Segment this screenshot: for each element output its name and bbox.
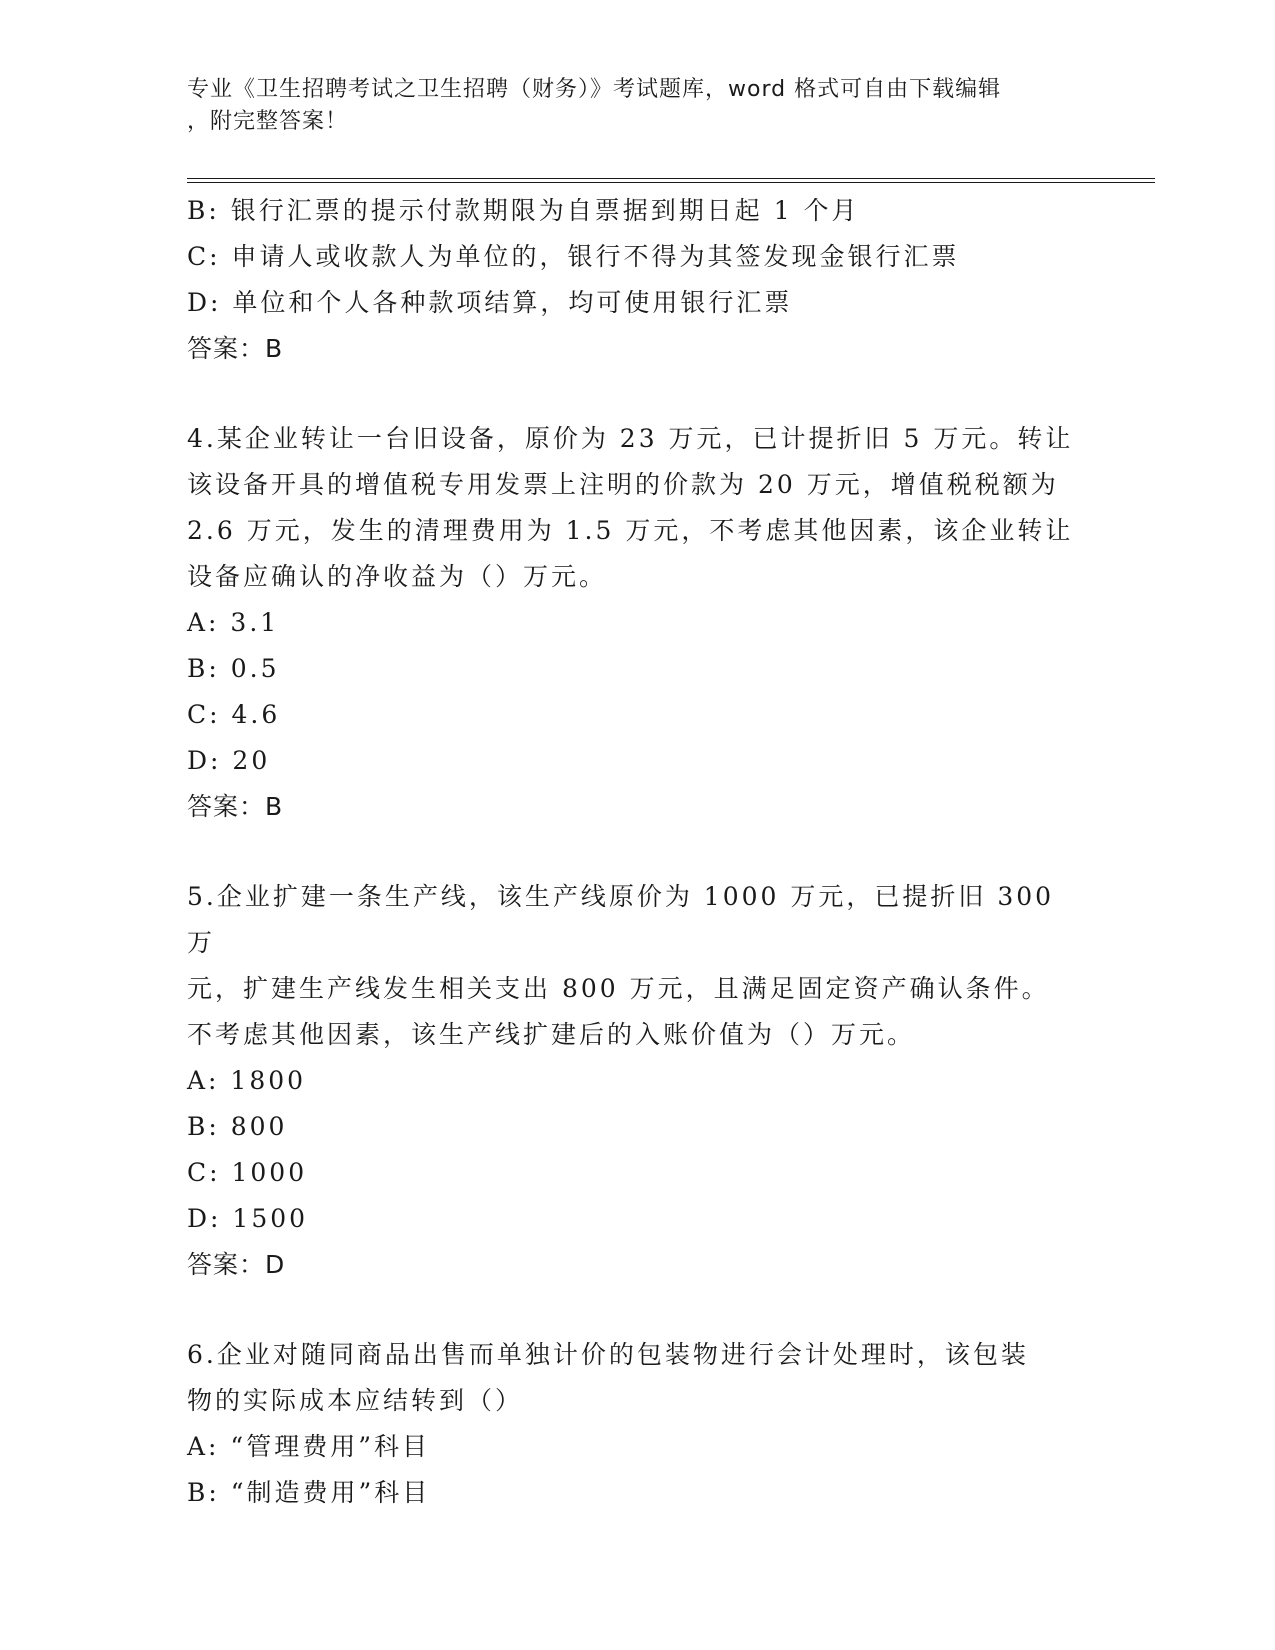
question-5: [187, 874, 1087, 1288]
question-4: [187, 416, 1087, 830]
option-b: B: 800: [187, 1112, 288, 1141]
option-b: B: 银行汇票的提示付款期限为自票据到期日起 1 个月: [187, 196, 860, 225]
answer-line: 答案：B: [187, 334, 284, 363]
header-divider: [187, 178, 1155, 183]
answer-line: 答案：D: [187, 1250, 286, 1279]
option-a: A: 1800: [187, 1066, 307, 1095]
document-body: [187, 188, 1087, 1516]
question-stem-line: 5.企业扩建一条生产线，该生产线原价为 1000 万元，已提折旧 300 万: [187, 882, 1055, 957]
option-a: A: “管理费用”科目: [187, 1432, 430, 1461]
header-title-line2: ，附完整答案！: [187, 109, 349, 134]
question-stem-line: 2.6 万元，发生的清理费用为 1.5 万元，不考虑其他因素，该企业转让: [187, 516, 1074, 545]
question-stem-line: 6.企业对随同商品出售而单独计价的包装物进行会计处理时，该包装: [187, 1340, 1029, 1369]
document-header: [187, 74, 1087, 138]
option-c: C: 1000: [187, 1158, 308, 1187]
question-stem-line: 该设备开具的增值税专用发票上注明的价款为 20 万元，增值税税额为: [187, 470, 1059, 499]
question-stem-line: 物的实际成本应结转到（）: [187, 1386, 524, 1415]
option-d: D: 20: [187, 746, 271, 775]
option-b: B: 0.5: [187, 654, 280, 683]
option-c: C: 申请人或收款人为单位的，银行不得为其签发现金银行汇票: [187, 242, 960, 271]
header-title-line1: 专业《卫生招聘考试之卫生招聘（财务）》考试题库，word 格式可自由下载编辑: [187, 77, 1002, 102]
option-d: D: 单位和个人各种款项结算，均可使用银行汇票: [187, 288, 793, 317]
option-a: A: 3.1: [187, 608, 280, 637]
option-c: C: 4.6: [187, 700, 281, 729]
question-3-tail: [187, 188, 1087, 372]
question-stem-line: 4.某企业转让一台旧设备，原价为 23 万元，已计提折旧 5 万元。转让: [187, 424, 1074, 453]
question-stem-line: 设备应确认的净收益为（）万元。: [187, 562, 608, 591]
question-6: [187, 1332, 1087, 1516]
answer-line: 答案：B: [187, 792, 284, 821]
option-b: B: “制造费用”科目: [187, 1478, 431, 1507]
question-stem-line: 元，扩建生产线发生相关支出 800 万元，且满足固定资产确认条件。: [187, 974, 1050, 1003]
question-stem-line: 不考虑其他因素，该生产线扩建后的入账价值为（）万元。: [187, 1020, 916, 1049]
option-d: D: 1500: [187, 1204, 309, 1233]
